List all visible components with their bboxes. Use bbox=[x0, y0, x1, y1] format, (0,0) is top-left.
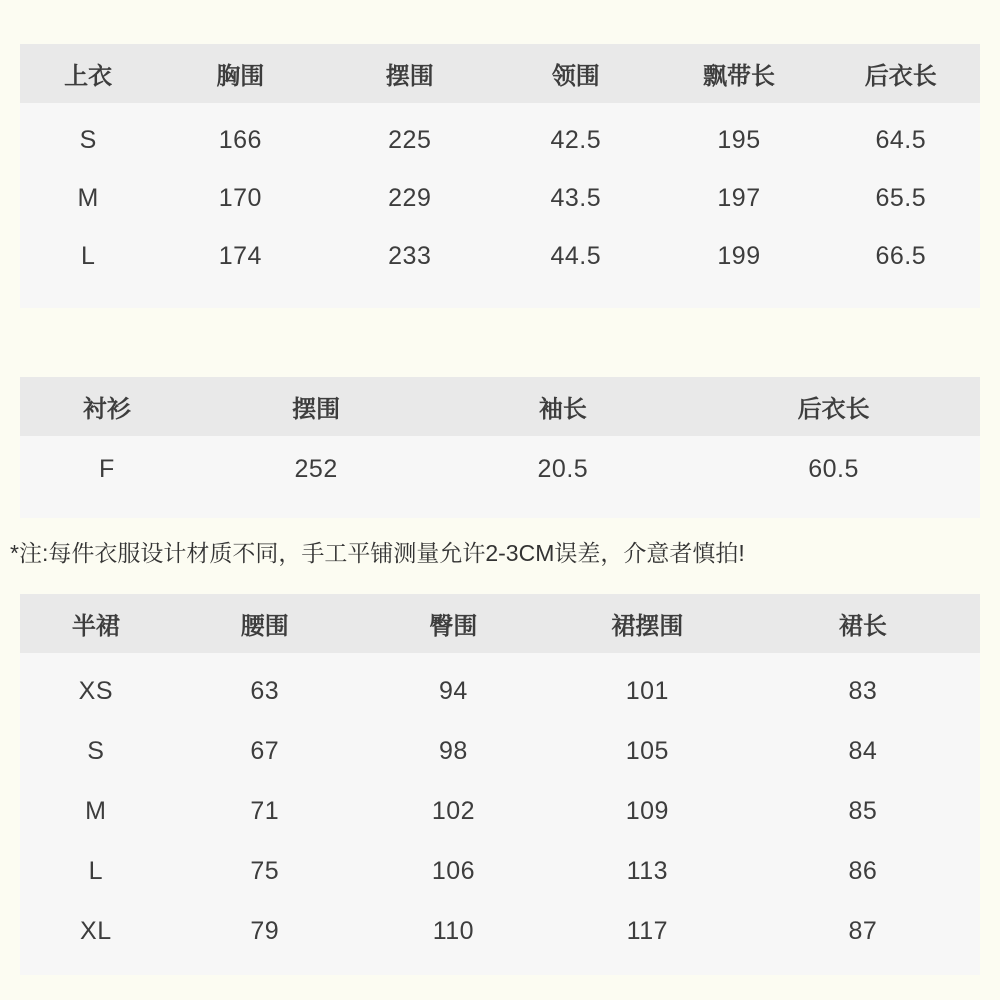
measurement-note: *注:每件衣服设计材质不同，手工平铺测量允许2-3CM误差，介意者慎拍! bbox=[10, 540, 745, 566]
measurement-value: 84 bbox=[848, 736, 878, 765]
measurement-value: 113 bbox=[626, 856, 669, 885]
column-header: 衬衫 bbox=[20, 377, 194, 436]
measurement-value: 67 bbox=[250, 736, 280, 765]
measurement-value: 71 bbox=[250, 796, 280, 825]
measurement-value: 225 bbox=[388, 125, 432, 154]
measurement-value: 87 bbox=[848, 916, 878, 945]
measurement-value: 60.5 bbox=[808, 454, 859, 483]
column-header: 领围 bbox=[495, 44, 656, 103]
column-header: 裙长 bbox=[746, 594, 980, 653]
measurement-value: 94 bbox=[439, 676, 468, 705]
table-row bbox=[20, 227, 980, 285]
column-header: 后衣长 bbox=[822, 44, 980, 103]
measurement-value: 102 bbox=[431, 796, 476, 825]
measurement-value: 117 bbox=[626, 916, 669, 945]
size-label: M bbox=[77, 183, 99, 212]
measurement-value: 43.5 bbox=[550, 183, 602, 212]
size-label: XL bbox=[80, 916, 112, 945]
column-header: 袖长 bbox=[439, 377, 688, 436]
table-header-row bbox=[20, 594, 980, 653]
column-header: 摆围 bbox=[324, 44, 495, 103]
column-header: 裙摆围 bbox=[549, 594, 746, 653]
table-row bbox=[20, 901, 980, 961]
column-header: 半裙 bbox=[20, 594, 172, 653]
column-header: 臀围 bbox=[358, 594, 549, 653]
table-row bbox=[20, 103, 980, 169]
table-row bbox=[20, 653, 980, 721]
measurement-value: 63 bbox=[250, 676, 280, 705]
measurement-value: 75 bbox=[250, 856, 280, 885]
table-row bbox=[20, 841, 980, 901]
measurement-value: 79 bbox=[250, 916, 280, 945]
size-label: L bbox=[80, 241, 96, 270]
size-label: S bbox=[87, 736, 105, 765]
skirt-size-table bbox=[20, 594, 980, 975]
measurement-value: 85 bbox=[848, 796, 878, 825]
measurement-value: 197 bbox=[717, 183, 761, 212]
measurement-value: 233 bbox=[388, 241, 432, 270]
column-header: 上衣 bbox=[20, 44, 156, 103]
table-row bbox=[20, 781, 980, 841]
table-row bbox=[20, 169, 980, 227]
table-header-row bbox=[20, 377, 980, 436]
column-header: 后衣长 bbox=[687, 377, 980, 436]
column-header: 摆围 bbox=[194, 377, 439, 436]
measurement-value: 199 bbox=[717, 241, 761, 270]
measurement-value: 166 bbox=[218, 125, 262, 154]
measurement-value: 252 bbox=[294, 454, 338, 483]
measurement-value: 106 bbox=[431, 856, 476, 885]
measurement-value: 110 bbox=[432, 916, 475, 945]
measurement-value: 229 bbox=[388, 183, 432, 212]
measurement-value: 66.5 bbox=[875, 241, 927, 270]
measurement-value: 174 bbox=[218, 241, 262, 270]
measurement-value: 98 bbox=[439, 736, 468, 765]
measurement-value: 86 bbox=[848, 856, 878, 885]
size-label: L bbox=[88, 856, 104, 885]
column-header: 胸围 bbox=[156, 44, 324, 103]
measurement-value: 64.5 bbox=[875, 125, 927, 154]
size-label: F bbox=[98, 454, 115, 483]
measurement-value: 195 bbox=[717, 125, 761, 154]
measurement-value: 20.5 bbox=[537, 454, 589, 483]
measurement-value: 109 bbox=[625, 796, 669, 825]
measurement-value: 65.5 bbox=[875, 183, 927, 212]
measurement-value: 42.5 bbox=[550, 125, 602, 154]
measurement-value: 170 bbox=[218, 183, 262, 212]
column-header: 飘带长 bbox=[656, 44, 821, 103]
size-label: S bbox=[79, 125, 97, 154]
table-header-row bbox=[20, 44, 980, 103]
measurement-value: 105 bbox=[625, 736, 669, 765]
measurement-value: 83 bbox=[848, 676, 878, 705]
measurement-value: 44.5 bbox=[550, 241, 602, 270]
size-label: M bbox=[85, 796, 107, 825]
top-size-table bbox=[20, 44, 980, 308]
table-row bbox=[20, 436, 980, 498]
measurement-value: 101 bbox=[625, 676, 669, 705]
column-header: 腰围 bbox=[172, 594, 358, 653]
shirt-size-table bbox=[20, 377, 980, 518]
size-label: XS bbox=[78, 676, 114, 705]
table-row bbox=[20, 721, 980, 781]
